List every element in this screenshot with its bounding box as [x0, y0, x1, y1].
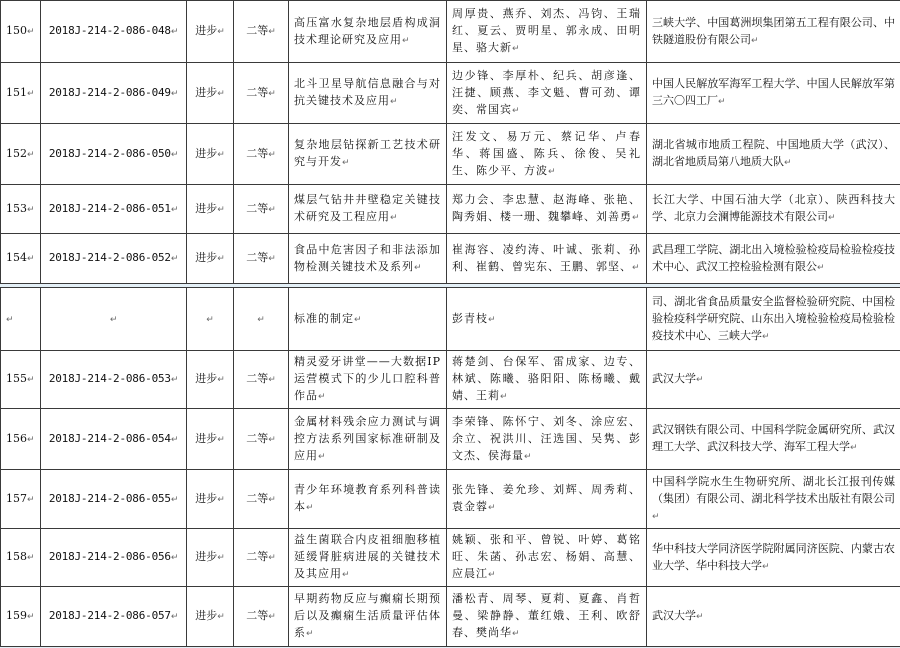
cell-project-name-text: 标准的制定 — [294, 311, 354, 325]
cell-contributors — [447, 587, 647, 647]
cell-award-type-text: 进步 — [195, 491, 218, 505]
cell-project-name-text: 高压富水复杂地层盾构成洞技术理论研究及应用 — [294, 15, 441, 46]
cell-registration-code-text: 2018J-214-2-086-054 — [48, 431, 171, 445]
paragraph-mark: ↵ — [632, 213, 641, 223]
paragraph-mark: ↵ — [170, 494, 179, 505]
paragraph-mark: ↵ — [306, 503, 315, 513]
paragraph-mark: ↵ — [268, 254, 276, 264]
paragraph-mark: ↵ — [170, 375, 179, 385]
cell-award-no-text: 154 — [6, 251, 27, 264]
paragraph-mark: ↵ — [652, 511, 660, 522]
cell-award-no-text: 156 — [6, 431, 27, 445]
cell-award-grade-text: 二等 — [246, 550, 269, 563]
cell-contributors-text: 张先锋、姜允珍、刘辉、周秀莉、袁金蓉 — [452, 483, 641, 513]
table-row — [1, 470, 900, 529]
cell-registration-code-text: 2018J-214-2-086-055 — [48, 491, 171, 505]
cell-project-name — [289, 409, 447, 470]
cell-project-name — [289, 185, 447, 234]
paragraph-mark: ↵ — [217, 612, 225, 622]
paragraph-mark: ↵ — [414, 262, 423, 273]
table-row — [1, 63, 900, 124]
cell-registration-code — [41, 529, 187, 587]
paragraph-mark: ↵ — [318, 392, 327, 402]
paragraph-mark: ↵ — [170, 434, 179, 445]
table-row — [1, 288, 900, 351]
paragraph-mark: ↵ — [512, 629, 521, 639]
cell-organizations-text: 司、湖北省食品质量安全监督检验研究院、中国检验检疫科学研究院、山东出入境检验检疫局检验检疫技术中心、三峡大学 — [652, 294, 895, 342]
cell-award-grade — [234, 409, 289, 470]
cell-registration-code-text: 2018J-214-2-086-048 — [48, 24, 171, 37]
cell-award-type — [187, 124, 234, 185]
cell-contributors-text: 蒋楚剑、台保军、雷成家、边专、林斌、陈曦、骆阳阳、陈杨曦、戴婧、王莉 — [452, 355, 641, 402]
cell-organizations-text: 长江大学、中国石油大学（北京）、陕西科技大学、北京力会澜博能源技术有限公司 — [652, 193, 895, 223]
paragraph-mark: ↵ — [548, 166, 557, 177]
paragraph-mark: ↵ — [696, 375, 704, 385]
paragraph-mark: ↵ — [27, 612, 35, 622]
cell-award-grade-text: 二等 — [246, 146, 269, 160]
cell-registration-code — [41, 587, 187, 647]
paragraph-mark: ↵ — [268, 375, 276, 385]
cell-award-no — [1, 1, 41, 63]
cell-project-name-text: 金属材料残余应力测试与调控方法系列国家标准研制及应用 — [294, 414, 441, 462]
cell-registration-code-text: 2018J-214-2-086-057 — [48, 609, 171, 622]
paragraph-mark: ↵ — [488, 570, 497, 580]
paragraph-mark: ↵ — [632, 262, 641, 273]
cell-registration-code-text: 2018J-214-2-086-056 — [48, 550, 171, 563]
cell-contributors — [447, 470, 647, 529]
paragraph-mark: ↵ — [27, 88, 35, 99]
cell-award-type — [187, 409, 234, 470]
cell-award-grade — [234, 185, 289, 234]
cell-organizations-text: 武昌理工学院、湖北出入境检验检疫局检验检疫技术中心、武汉工控检验检测有限公 — [652, 242, 895, 273]
paragraph-mark: ↵ — [762, 561, 770, 572]
paragraph-mark: ↵ — [488, 503, 497, 513]
cell-award-grade-text: 二等 — [246, 431, 269, 445]
cell-award-grade — [234, 124, 289, 185]
paragraph-mark: ↵ — [751, 35, 759, 46]
cell-award-no-text: 158 — [6, 550, 27, 563]
cell-project-name — [289, 587, 447, 647]
cell-award-type-text: 进步 — [195, 251, 218, 264]
cell-registration-code — [41, 185, 187, 234]
table-row — [1, 1, 900, 63]
paragraph-mark: ↵ — [524, 451, 533, 462]
paragraph-mark: ↵ — [268, 204, 276, 215]
cell-award-grade-text: 二等 — [246, 372, 269, 385]
cell-registration-code — [41, 234, 187, 284]
cell-contributors-text: 彭青枝 — [452, 311, 488, 325]
cell-contributors — [447, 351, 647, 409]
cell-award-no — [1, 470, 41, 529]
cell-award-type — [187, 288, 234, 351]
paragraph-mark: ↵ — [217, 494, 225, 505]
cell-award-grade — [234, 351, 289, 409]
paragraph-mark: ↵ — [268, 553, 276, 563]
paragraph-mark: ↵ — [257, 314, 265, 325]
paragraph-mark: ↵ — [170, 149, 179, 160]
cell-award-no — [1, 234, 41, 284]
paragraph-mark: ↵ — [402, 35, 411, 46]
paragraph-mark: ↵ — [268, 494, 276, 505]
cell-award-type-text: 进步 — [195, 431, 218, 445]
cell-project-name-text: 复杂地层钻探新工艺技术研究与开发 — [294, 138, 441, 168]
cell-registration-code — [41, 63, 187, 124]
paragraph-mark: ↵ — [268, 88, 276, 99]
cell-registration-code-text: 2018J-214-2-086-051 — [48, 201, 171, 215]
cell-award-type — [187, 63, 234, 124]
cell-registration-code-text: 2018J-214-2-086-050 — [48, 146, 171, 160]
cell-contributors-text: 郑力会、李忠慧、赵海峰、张艳、陶秀娟、楼一珊、魏攀峰、刘善勇 — [452, 193, 641, 223]
cell-contributors — [447, 288, 647, 351]
cell-award-no-text: 153 — [6, 201, 27, 215]
cell-registration-code — [41, 124, 187, 185]
cell-organizations-text: 中国科学院水生生物研究所、湖北长江报刊传媒（集团）有限公司、湖北科学技术出版社有限公司 — [652, 474, 895, 505]
cell-award-grade-text: 二等 — [246, 201, 269, 215]
paragraph-mark: ↵ — [170, 612, 179, 622]
cell-award-no — [1, 351, 41, 409]
cell-project-name-text: 煤层气钻井井壁稳定关键技术研究及工程应用 — [294, 193, 441, 223]
cell-project-name — [289, 351, 447, 409]
cell-contributors-text: 汪发文、易万元、蔡记华、卢春华、蒋国盛、陈兵、徐俊、吴礼生、陈少平、方波 — [452, 129, 641, 177]
cell-registration-code — [41, 351, 187, 409]
cell-registration-code — [41, 1, 187, 63]
paragraph-mark: ↵ — [27, 434, 35, 445]
paragraph-mark: ↵ — [306, 629, 315, 639]
paragraph-mark: ↵ — [170, 553, 179, 563]
paragraph-mark: ↵ — [390, 97, 399, 107]
paragraph-mark: ↵ — [784, 158, 792, 168]
paragraph-mark: ↵ — [217, 149, 225, 160]
paragraph-mark: ↵ — [512, 44, 521, 54]
cell-organizations-text: 武汉大学 — [652, 609, 696, 622]
paragraph-mark: ↵ — [342, 158, 351, 168]
cell-registration-code-text: 2018J-214-2-086-052 — [48, 251, 171, 264]
cell-award-grade — [234, 288, 289, 351]
cell-award-no — [1, 529, 41, 587]
paragraph-mark: ↵ — [390, 213, 399, 223]
cell-award-no-text: 157 — [6, 491, 27, 505]
cell-organizations-text: 华中科技大学同济医学院附属同济医院、内蒙古农业大学、华中科技大学 — [652, 541, 895, 572]
cell-award-type — [187, 351, 234, 409]
cell-organizations — [647, 587, 900, 647]
table-row — [1, 234, 900, 284]
cell-award-type-text: 进步 — [195, 550, 218, 563]
cell-award-grade — [234, 529, 289, 587]
cell-award-grade-text: 二等 — [246, 24, 269, 37]
cell-award-no-text: 152 — [6, 146, 27, 160]
cell-organizations — [647, 409, 900, 470]
table-row — [1, 351, 900, 409]
cell-award-grade-text: 二等 — [246, 251, 269, 264]
cell-contributors — [447, 1, 647, 63]
paragraph-mark: ↵ — [27, 27, 35, 37]
cell-award-type-text: 进步 — [195, 201, 218, 215]
paragraph-mark: ↵ — [500, 392, 509, 402]
cell-contributors-text: 李荣锋、陈怀宁、刘冬、涂应宏、余立、祝洪川、汪选国、吴隽、彭文杰、侯海量 — [452, 414, 641, 462]
cell-award-type — [187, 529, 234, 587]
paragraph-mark: ↵ — [268, 434, 276, 445]
cell-organizations — [647, 470, 900, 529]
table-row — [1, 529, 900, 587]
cell-contributors-text: 周厚贵、燕乔、刘杰、冯钧、王瑞红、夏云、贾明星、郭永成、田明星、骆大新 — [452, 7, 641, 54]
cell-registration-code — [41, 470, 187, 529]
paragraph-mark: ↵ — [217, 375, 225, 385]
paragraph-mark: ↵ — [762, 331, 770, 342]
cell-organizations — [647, 288, 900, 351]
cell-award-no-text: 151 — [6, 85, 27, 99]
paragraph-mark: ↵ — [217, 553, 225, 563]
paragraph-mark: ↵ — [268, 149, 276, 160]
paragraph-mark: ↵ — [342, 570, 351, 580]
paragraph-mark: ↵ — [6, 314, 14, 325]
cell-project-name-text: 食品中危害因子和非法添加物检测关键技术及系列 — [294, 242, 441, 273]
cell-organizations — [647, 1, 900, 63]
cell-project-name-text: 早期药物反应与癫痫长期预后以及癫痫生活质量评估体系 — [294, 592, 441, 639]
paragraph-mark: ↵ — [170, 27, 179, 37]
paragraph-mark: ↵ — [27, 149, 35, 160]
cell-award-no — [1, 63, 41, 124]
cell-award-no-text: 159 — [6, 609, 27, 622]
cell-project-name — [289, 63, 447, 124]
cell-organizations-text: 武汉钢铁有限公司、中国科学院金属研究所、武汉理工大学、武汉科技大学、海军工程大学 — [652, 423, 895, 453]
cell-organizations — [647, 63, 900, 124]
paragraph-mark: ↵ — [27, 375, 35, 385]
paragraph-mark: ↵ — [268, 612, 276, 622]
table-row — [1, 124, 900, 185]
paragraph-mark: ↵ — [217, 27, 225, 37]
cell-award-grade — [234, 587, 289, 647]
cell-award-type — [187, 470, 234, 529]
cell-project-name — [289, 124, 447, 185]
paragraph-mark: ↵ — [109, 314, 118, 325]
paragraph-mark: ↵ — [170, 254, 179, 264]
cell-award-type — [187, 1, 234, 63]
cell-organizations-text: 武汉大学 — [652, 372, 696, 385]
awards-table-bottom — [0, 287, 900, 647]
cell-organizations — [647, 124, 900, 185]
paragraph-mark: ↵ — [27, 254, 35, 264]
cell-contributors — [447, 63, 647, 124]
cell-contributors — [447, 124, 647, 185]
table-row — [1, 185, 900, 234]
cell-award-type — [187, 587, 234, 647]
cell-award-grade-text: 二等 — [246, 85, 269, 99]
cell-award-grade — [234, 234, 289, 284]
cell-project-name — [289, 470, 447, 529]
paragraph-mark: ↵ — [170, 204, 179, 215]
cell-registration-code — [41, 409, 187, 470]
paragraph-mark: ↵ — [828, 213, 836, 223]
cell-registration-code — [41, 288, 187, 351]
cell-award-type-text: 进步 — [195, 372, 218, 385]
cell-organizations-text: 湖北省城市地质工程院、中国地质大学（武汉）、湖北省地质局第八地质大队 — [652, 138, 895, 168]
cell-award-no — [1, 587, 41, 647]
cell-award-no — [1, 185, 41, 234]
paragraph-mark: ↵ — [850, 443, 858, 453]
cell-contributors-text: 边少锋、李厚朴、纪兵、胡彦逢、汪捷、顾燕、李文魁、曹可劲、谭奕、常国宾 — [452, 68, 641, 116]
cell-award-type — [187, 234, 234, 284]
cell-award-grade-text: 二等 — [246, 491, 269, 505]
paragraph-mark: ↵ — [170, 88, 179, 99]
cell-contributors — [447, 185, 647, 234]
cell-award-grade — [234, 470, 289, 529]
cell-project-name-text: 益生菌联合内皮祖细胞移植延缓肾脏病进展的关键技术及其应用 — [294, 533, 441, 580]
cell-project-name-text: 北斗卫星导航信息融合与对抗关键技术及应用 — [294, 77, 441, 107]
cell-award-type-text: 进步 — [195, 85, 218, 99]
cell-organizations — [647, 351, 900, 409]
paragraph-mark: ↵ — [696, 612, 704, 622]
cell-project-name — [289, 529, 447, 587]
paragraph-mark: ↵ — [817, 262, 825, 273]
cell-project-name-text: 青少年环境教育系列科普读本 — [294, 483, 441, 513]
paragraph-mark: ↵ — [27, 204, 35, 215]
awards-table-top — [0, 0, 900, 284]
paragraph-mark: ↵ — [354, 314, 363, 325]
cell-registration-code-text: 2018J-214-2-086-053 — [48, 372, 171, 385]
paragraph-mark: ↵ — [217, 254, 225, 264]
cell-award-no — [1, 288, 41, 351]
cell-award-type-text: 进步 — [195, 146, 218, 160]
paragraph-mark: ↵ — [268, 27, 276, 37]
cell-organizations — [647, 234, 900, 284]
cell-award-type — [187, 185, 234, 234]
cell-project-name — [289, 234, 447, 284]
cell-contributors-text: 崔海容、凌约涛、叶诚、张莉、孙利、崔鹤、曾宪东、王鹏、郭坚、 — [452, 242, 641, 273]
paragraph-mark: ↵ — [217, 88, 225, 99]
cell-organizations — [647, 529, 900, 587]
paragraph-mark: ↵ — [512, 105, 521, 116]
cell-contributors-text: 潘松青、周琴、夏莉、夏鑫、肖哲曼、梁静静、董红娥、王利、欧舒春、樊尚华 — [452, 592, 641, 639]
cell-contributors — [447, 409, 647, 470]
table-row — [1, 409, 900, 470]
cell-contributors — [447, 529, 647, 587]
cell-organizations — [647, 185, 900, 234]
paragraph-mark: ↵ — [27, 553, 35, 563]
paragraph-mark: ↵ — [318, 451, 327, 462]
cell-award-no — [1, 124, 41, 185]
cell-award-no — [1, 409, 41, 470]
cell-organizations-text: 三峡大学、中国葛洲坝集团第五工程有限公司、中铁隧道股份有限公司 — [652, 15, 895, 46]
paragraph-mark: ↵ — [217, 204, 225, 215]
cell-project-name-text: 精灵爱牙讲堂——大数据IP运营模式下的少儿口腔科普作品 — [294, 355, 441, 402]
paragraph-mark: ↵ — [718, 97, 726, 107]
cell-award-type-text: 进步 — [195, 609, 218, 622]
cell-contributors-text: 姚颖、张和平、曾锐、叶婷、葛铭旺、朱菡、孙志宏、杨娟、高慧、应晨江 — [452, 533, 641, 580]
cell-award-no-text: 150 — [6, 24, 27, 37]
cell-project-name — [289, 288, 447, 351]
table-row — [1, 587, 900, 647]
cell-award-grade-text: 二等 — [246, 609, 269, 622]
cell-registration-code-text: 2018J-214-2-086-049 — [48, 85, 171, 99]
cell-project-name — [289, 1, 447, 63]
cell-award-type-text: 进步 — [195, 24, 218, 37]
cell-award-no-text: 155 — [6, 372, 27, 385]
cell-contributors — [447, 234, 647, 284]
paragraph-mark: ↵ — [488, 314, 497, 325]
cell-organizations-text: 中国人民解放军海军工程大学、中国人民解放军第三六〇四工厂 — [652, 77, 895, 107]
paragraph-mark: ↵ — [217, 434, 225, 445]
paragraph-mark: ↵ — [206, 314, 214, 325]
paragraph-mark: ↵ — [27, 494, 35, 505]
cell-award-grade — [234, 63, 289, 124]
cell-award-grade — [234, 1, 289, 63]
